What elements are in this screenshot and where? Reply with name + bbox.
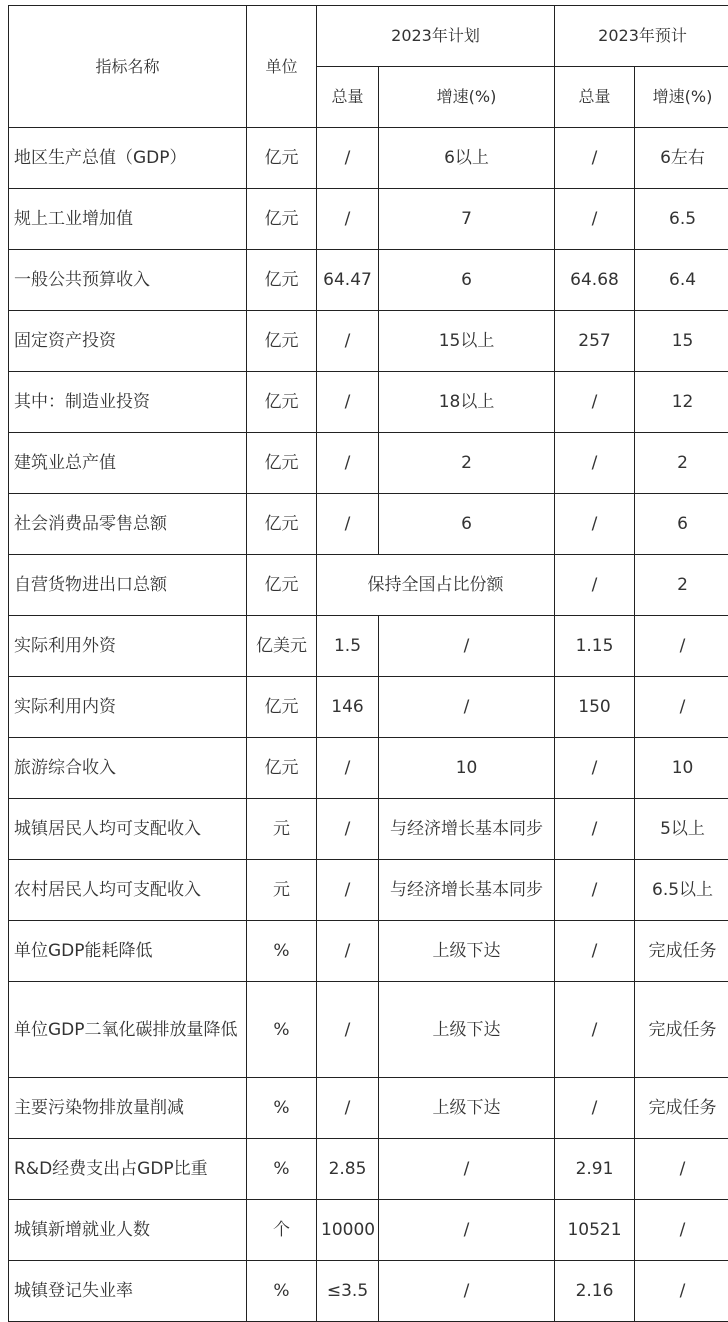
unit-cell: % <box>247 982 317 1078</box>
estimate-growth-cell: 5以上 <box>635 799 728 860</box>
estimate-growth-cell: 6.5以上 <box>635 860 728 921</box>
plan-total-cell: 10000 <box>317 1200 379 1261</box>
estimate-growth-cell: / <box>635 677 728 738</box>
estimate-growth-cell: 6.5 <box>635 189 728 250</box>
plan-total-cell: ≤3.5 <box>317 1261 379 1322</box>
estimate-total-cell: 2.16 <box>555 1261 635 1322</box>
estimate-total-cell: 150 <box>555 677 635 738</box>
indicator-name: R&D经费支出占GDP比重 <box>9 1139 247 1200</box>
indicator-name: 地区生产总值（GDP） <box>9 128 247 189</box>
plan-total-cell: 146 <box>317 677 379 738</box>
estimate-total-cell: / <box>555 189 635 250</box>
indicator-name: 主要污染物排放量削减 <box>9 1078 247 1139</box>
indicator-name: 单位GDP能耗降低 <box>9 921 247 982</box>
indicator-name: 农村居民人均可支配收入 <box>9 860 247 921</box>
plan-growth-cell: / <box>379 616 555 677</box>
plan-total-cell: / <box>317 799 379 860</box>
estimate-total-cell: / <box>555 738 635 799</box>
unit-cell: 亿元 <box>247 555 317 616</box>
estimate-total-cell: / <box>555 128 635 189</box>
plan-growth-cell: / <box>379 677 555 738</box>
table-row <box>9 921 728 982</box>
table-row <box>9 1139 728 1200</box>
table-row <box>9 311 728 372</box>
unit-cell: 亿元 <box>247 433 317 494</box>
estimate-total-cell: 1.15 <box>555 616 635 677</box>
estimate-growth-cell: 完成任务 <box>635 982 728 1078</box>
table-row <box>9 372 728 433</box>
header-plan-growth: 增速(%) <box>379 67 555 128</box>
unit-cell: 亿美元 <box>247 616 317 677</box>
estimate-growth-cell: / <box>635 1200 728 1261</box>
indicator-name: 自营货物进出口总额 <box>9 555 247 616</box>
plan-growth-cell: 上级下达 <box>379 1078 555 1139</box>
estimate-total-cell: 257 <box>555 311 635 372</box>
plan-total-cell: / <box>317 738 379 799</box>
plan-growth-cell: 6 <box>379 250 555 311</box>
unit-cell: % <box>247 1261 317 1322</box>
header-estimate-total: 总量 <box>555 67 635 128</box>
plan-growth-cell: 15以上 <box>379 311 555 372</box>
indicator-name: 一般公共预算收入 <box>9 250 247 311</box>
plan-total-cell: / <box>317 189 379 250</box>
plan-growth-cell: / <box>379 1200 555 1261</box>
plan-growth-cell: 10 <box>379 738 555 799</box>
estimate-total-cell: / <box>555 982 635 1078</box>
estimate-growth-cell: 6左右 <box>635 128 728 189</box>
estimate-total-cell: / <box>555 1078 635 1139</box>
estimate-growth-cell: / <box>635 1261 728 1322</box>
estimate-growth-cell: 完成任务 <box>635 1078 728 1139</box>
table-row <box>9 494 728 555</box>
plan-growth-cell: 上级下达 <box>379 982 555 1078</box>
table-row <box>9 555 728 616</box>
indicator-name: 建筑业总产值 <box>9 433 247 494</box>
indicator-name: 其中：制造业投资 <box>9 372 247 433</box>
table-row <box>9 128 728 189</box>
unit-cell: 亿元 <box>247 250 317 311</box>
estimate-growth-cell: / <box>635 616 728 677</box>
plan-growth-cell: 上级下达 <box>379 921 555 982</box>
indicator-name: 旅游综合收入 <box>9 738 247 799</box>
table-row <box>9 616 728 677</box>
header-row <box>9 6 728 67</box>
plan-total-cell: / <box>317 1078 379 1139</box>
plan-growth-cell: 2 <box>379 433 555 494</box>
plan-total-cell: 2.85 <box>317 1139 379 1200</box>
table-row <box>9 677 728 738</box>
unit-cell: % <box>247 1078 317 1139</box>
unit-cell: 元 <box>247 799 317 860</box>
plan-total-cell: / <box>317 433 379 494</box>
plan-growth-cell: 7 <box>379 189 555 250</box>
plan-total-cell: / <box>317 311 379 372</box>
estimate-growth-cell: 6 <box>635 494 728 555</box>
table-row <box>9 189 728 250</box>
table-row <box>9 860 728 921</box>
table-row <box>9 738 728 799</box>
table-row <box>9 1261 728 1322</box>
table-row <box>9 433 728 494</box>
indicator-name: 城镇新增就业人数 <box>9 1200 247 1261</box>
estimate-total-cell: / <box>555 860 635 921</box>
estimate-growth-cell: 10 <box>635 738 728 799</box>
plan-growth-cell: 18以上 <box>379 372 555 433</box>
indicator-name: 实际利用外资 <box>9 616 247 677</box>
header-estimate-growth: 增速(%) <box>635 67 728 128</box>
plan-growth-cell: / <box>379 1261 555 1322</box>
unit-cell: 亿元 <box>247 128 317 189</box>
unit-cell: 亿元 <box>247 189 317 250</box>
table-row <box>9 1200 728 1261</box>
header-unit: 单位 <box>247 6 317 128</box>
indicator-table <box>8 5 728 1322</box>
estimate-growth-cell: 完成任务 <box>635 921 728 982</box>
unit-cell: 个 <box>247 1200 317 1261</box>
unit-cell: 亿元 <box>247 494 317 555</box>
plan-growth-cell: 与经济增长基本同步 <box>379 860 555 921</box>
estimate-growth-cell: 6.4 <box>635 250 728 311</box>
unit-cell: 元 <box>247 860 317 921</box>
estimate-growth-cell: 2 <box>635 433 728 494</box>
plan-total-cell: / <box>317 921 379 982</box>
estimate-total-cell: / <box>555 555 635 616</box>
plan-total-cell: / <box>317 860 379 921</box>
estimate-total-cell: 10521 <box>555 1200 635 1261</box>
estimate-total-cell: / <box>555 372 635 433</box>
table-row <box>9 799 728 860</box>
unit-cell: % <box>247 921 317 982</box>
plan-total-cell: / <box>317 128 379 189</box>
plan-total-cell: / <box>317 372 379 433</box>
estimate-growth-cell: 2 <box>635 555 728 616</box>
indicator-name: 实际利用内资 <box>9 677 247 738</box>
indicator-name: 城镇居民人均可支配收入 <box>9 799 247 860</box>
plan-growth-cell: 与经济增长基本同步 <box>379 799 555 860</box>
indicator-name: 社会消费品零售总额 <box>9 494 247 555</box>
indicator-name: 规上工业增加值 <box>9 189 247 250</box>
estimate-total-cell: 2.91 <box>555 1139 635 1200</box>
plan-merged-cell: 保持全国占比份额 <box>317 555 555 616</box>
unit-cell: 亿元 <box>247 311 317 372</box>
plan-total-cell: 64.47 <box>317 250 379 311</box>
plan-growth-cell: 6 <box>379 494 555 555</box>
header-plan-total: 总量 <box>317 67 379 128</box>
header-plan: 2023年计划 <box>317 6 555 67</box>
estimate-growth-cell: / <box>635 1139 728 1200</box>
estimate-total-cell: / <box>555 433 635 494</box>
plan-total-cell: / <box>317 494 379 555</box>
header-estimate: 2023年预计 <box>555 6 728 67</box>
plan-growth-cell: / <box>379 1139 555 1200</box>
unit-cell: % <box>247 1139 317 1200</box>
plan-total-cell: / <box>317 982 379 1078</box>
table-row <box>9 250 728 311</box>
estimate-total-cell: / <box>555 921 635 982</box>
plan-total-cell: 1.5 <box>317 616 379 677</box>
indicator-name: 单位GDP二氧化碳排放量降低 <box>9 982 247 1078</box>
unit-cell: 亿元 <box>247 677 317 738</box>
indicator-name: 城镇登记失业率 <box>9 1261 247 1322</box>
estimate-total-cell: 64.68 <box>555 250 635 311</box>
estimate-total-cell: / <box>555 494 635 555</box>
estimate-growth-cell: 15 <box>635 311 728 372</box>
plan-growth-cell: 6以上 <box>379 128 555 189</box>
table-row <box>9 1078 728 1139</box>
unit-cell: 亿元 <box>247 372 317 433</box>
table-row <box>9 982 728 1078</box>
unit-cell: 亿元 <box>247 738 317 799</box>
header-indicator-name: 指标名称 <box>9 6 247 128</box>
estimate-total-cell: / <box>555 799 635 860</box>
indicator-name: 固定资产投资 <box>9 311 247 372</box>
estimate-growth-cell: 12 <box>635 372 728 433</box>
